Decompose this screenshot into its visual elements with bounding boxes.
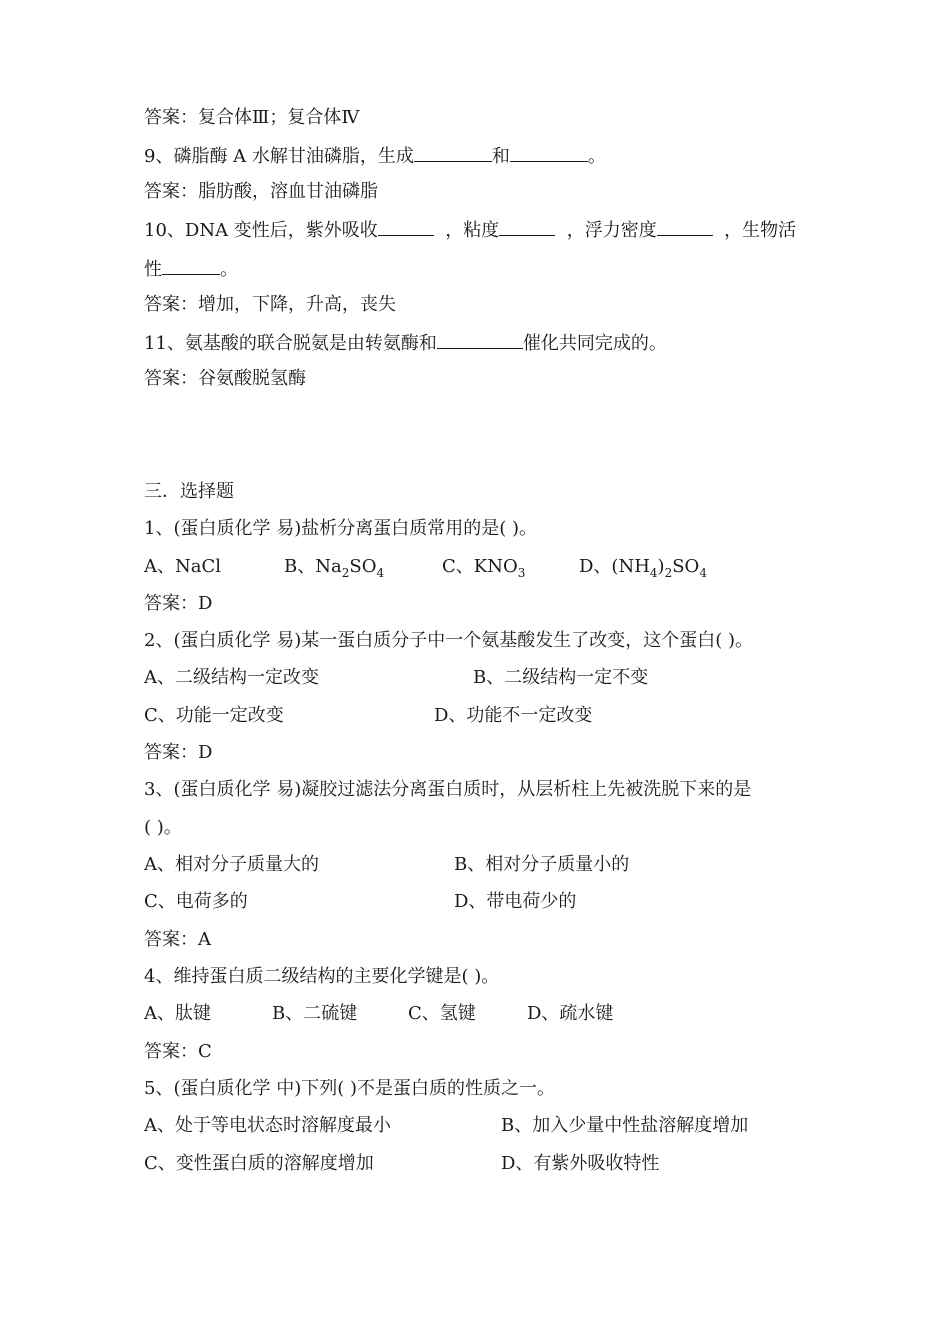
answer-q3: 答案：A bbox=[144, 929, 211, 950]
option-c[interactable]: C、电荷多的 bbox=[144, 891, 248, 912]
answer-q1: 答案：D bbox=[144, 593, 213, 614]
answer-11: 答案：谷氨酸脱氢酶 bbox=[144, 368, 306, 389]
option-text: C、KNO bbox=[442, 556, 518, 577]
option-a[interactable]: A、肽键 bbox=[144, 1003, 211, 1024]
option-a[interactable]: A、相对分子质量大的 bbox=[144, 854, 319, 875]
question-11 bbox=[144, 330, 667, 356]
answer-8: 答案：复合体Ⅲ；复合体Ⅳ bbox=[144, 107, 360, 128]
option-text: SO bbox=[672, 556, 700, 577]
subscript: 2 bbox=[664, 566, 673, 580]
question-text: ，粘度 bbox=[445, 220, 500, 241]
blank-field[interactable] bbox=[414, 143, 492, 162]
option-b[interactable]: B、加入少量中性盐溶解度增加 bbox=[501, 1115, 749, 1136]
option-d[interactable]: D、功能不一定改变 bbox=[434, 705, 593, 726]
option-d[interactable] bbox=[579, 555, 707, 579]
blank-field[interactable] bbox=[378, 217, 434, 236]
subscript: 2 bbox=[341, 566, 350, 580]
option-c[interactable]: C、氢键 bbox=[408, 1003, 476, 1024]
option-a[interactable]: A、处于等电状态时溶解度最小 bbox=[144, 1115, 391, 1136]
option-d[interactable]: D、带电荷少的 bbox=[454, 891, 577, 912]
subscript: 4 bbox=[699, 566, 707, 580]
question-10-cont bbox=[144, 256, 238, 282]
answer-q4: 答案：C bbox=[144, 1041, 212, 1062]
option-b[interactable] bbox=[284, 555, 384, 579]
option-a[interactable]: A、二级结构一定改变 bbox=[144, 667, 319, 688]
question-text: 和 bbox=[491, 146, 510, 167]
option-d[interactable]: D、有紫外吸收特性 bbox=[501, 1153, 660, 1174]
blank-field[interactable] bbox=[437, 330, 523, 349]
answer-9: 答案：脂肪酸，溶血甘油磷脂 bbox=[144, 181, 378, 202]
subscript: 4 bbox=[376, 566, 385, 580]
blank-field[interactable] bbox=[657, 217, 713, 236]
option-c[interactable]: C、功能一定改变 bbox=[144, 705, 284, 726]
question-text: DNA 变性后，紫外吸收 bbox=[184, 220, 378, 241]
option-text: SO bbox=[349, 556, 377, 577]
option-b[interactable]: B、二硫键 bbox=[272, 1003, 358, 1024]
option-c[interactable]: C、变性蛋白质的溶解度增加 bbox=[144, 1153, 374, 1174]
question-2: 2、(蛋白质化学 易)某一蛋白质分子中一个氨基酸发生了改变，这个蛋白( )。 bbox=[144, 630, 753, 651]
question-text: 磷脂酶 A 水解甘油磷脂，生成 bbox=[173, 146, 414, 167]
question-number: 11、 bbox=[144, 333, 185, 354]
option-d[interactable]: D、疏水键 bbox=[527, 1003, 614, 1024]
question-text: 性 bbox=[144, 259, 162, 280]
blank-field[interactable] bbox=[510, 143, 588, 162]
question-10 bbox=[144, 217, 796, 243]
blank-field[interactable] bbox=[162, 256, 220, 275]
question-3: 3、(蛋白质化学 易)凝胶过滤法分离蛋白质时，从层析柱上先被洗脱下来的是 bbox=[144, 779, 752, 800]
question-text: 催化共同完成的。 bbox=[522, 333, 667, 354]
section-heading: 三．选择题 bbox=[144, 481, 234, 502]
answer-10: 答案：增加，下降，升高，丧失 bbox=[144, 294, 396, 315]
question-text: ，浮力密度 bbox=[566, 220, 657, 241]
option-b[interactable]: B、二级结构一定不变 bbox=[473, 667, 649, 688]
answer-q2: 答案：D bbox=[144, 742, 213, 763]
question-number: 9、 bbox=[144, 146, 174, 167]
question-text: 。 bbox=[587, 146, 606, 167]
blank-field[interactable] bbox=[499, 217, 555, 236]
option-text: D、(NH bbox=[579, 556, 650, 577]
option-text: ) bbox=[657, 556, 665, 577]
question-1: 1、(蛋白质化学 易)盐析分离蛋白质常用的是( )。 bbox=[144, 518, 537, 539]
option-c[interactable] bbox=[442, 555, 525, 579]
question-text: ，生物活 bbox=[724, 220, 797, 241]
question-text: 氨基酸的联合脱氨是由转氨酶和 bbox=[184, 333, 437, 354]
option-b[interactable]: B、相对分子质量小的 bbox=[454, 854, 630, 875]
option-text: B、Na bbox=[284, 556, 342, 577]
question-number: 10、 bbox=[144, 220, 185, 241]
subscript: 3 bbox=[517, 566, 526, 580]
subscript: 4 bbox=[649, 566, 658, 580]
question-text: 。 bbox=[220, 259, 238, 280]
option-a[interactable]: A、NaCl bbox=[144, 556, 222, 577]
question-9 bbox=[144, 143, 606, 169]
question-4: 4、维持蛋白质二级结构的主要化学键是( )。 bbox=[144, 966, 500, 987]
question-3-cont: ( )。 bbox=[144, 817, 182, 838]
question-5: 5、(蛋白质化学 中)下列( )不是蛋白质的性质之一。 bbox=[144, 1078, 555, 1099]
